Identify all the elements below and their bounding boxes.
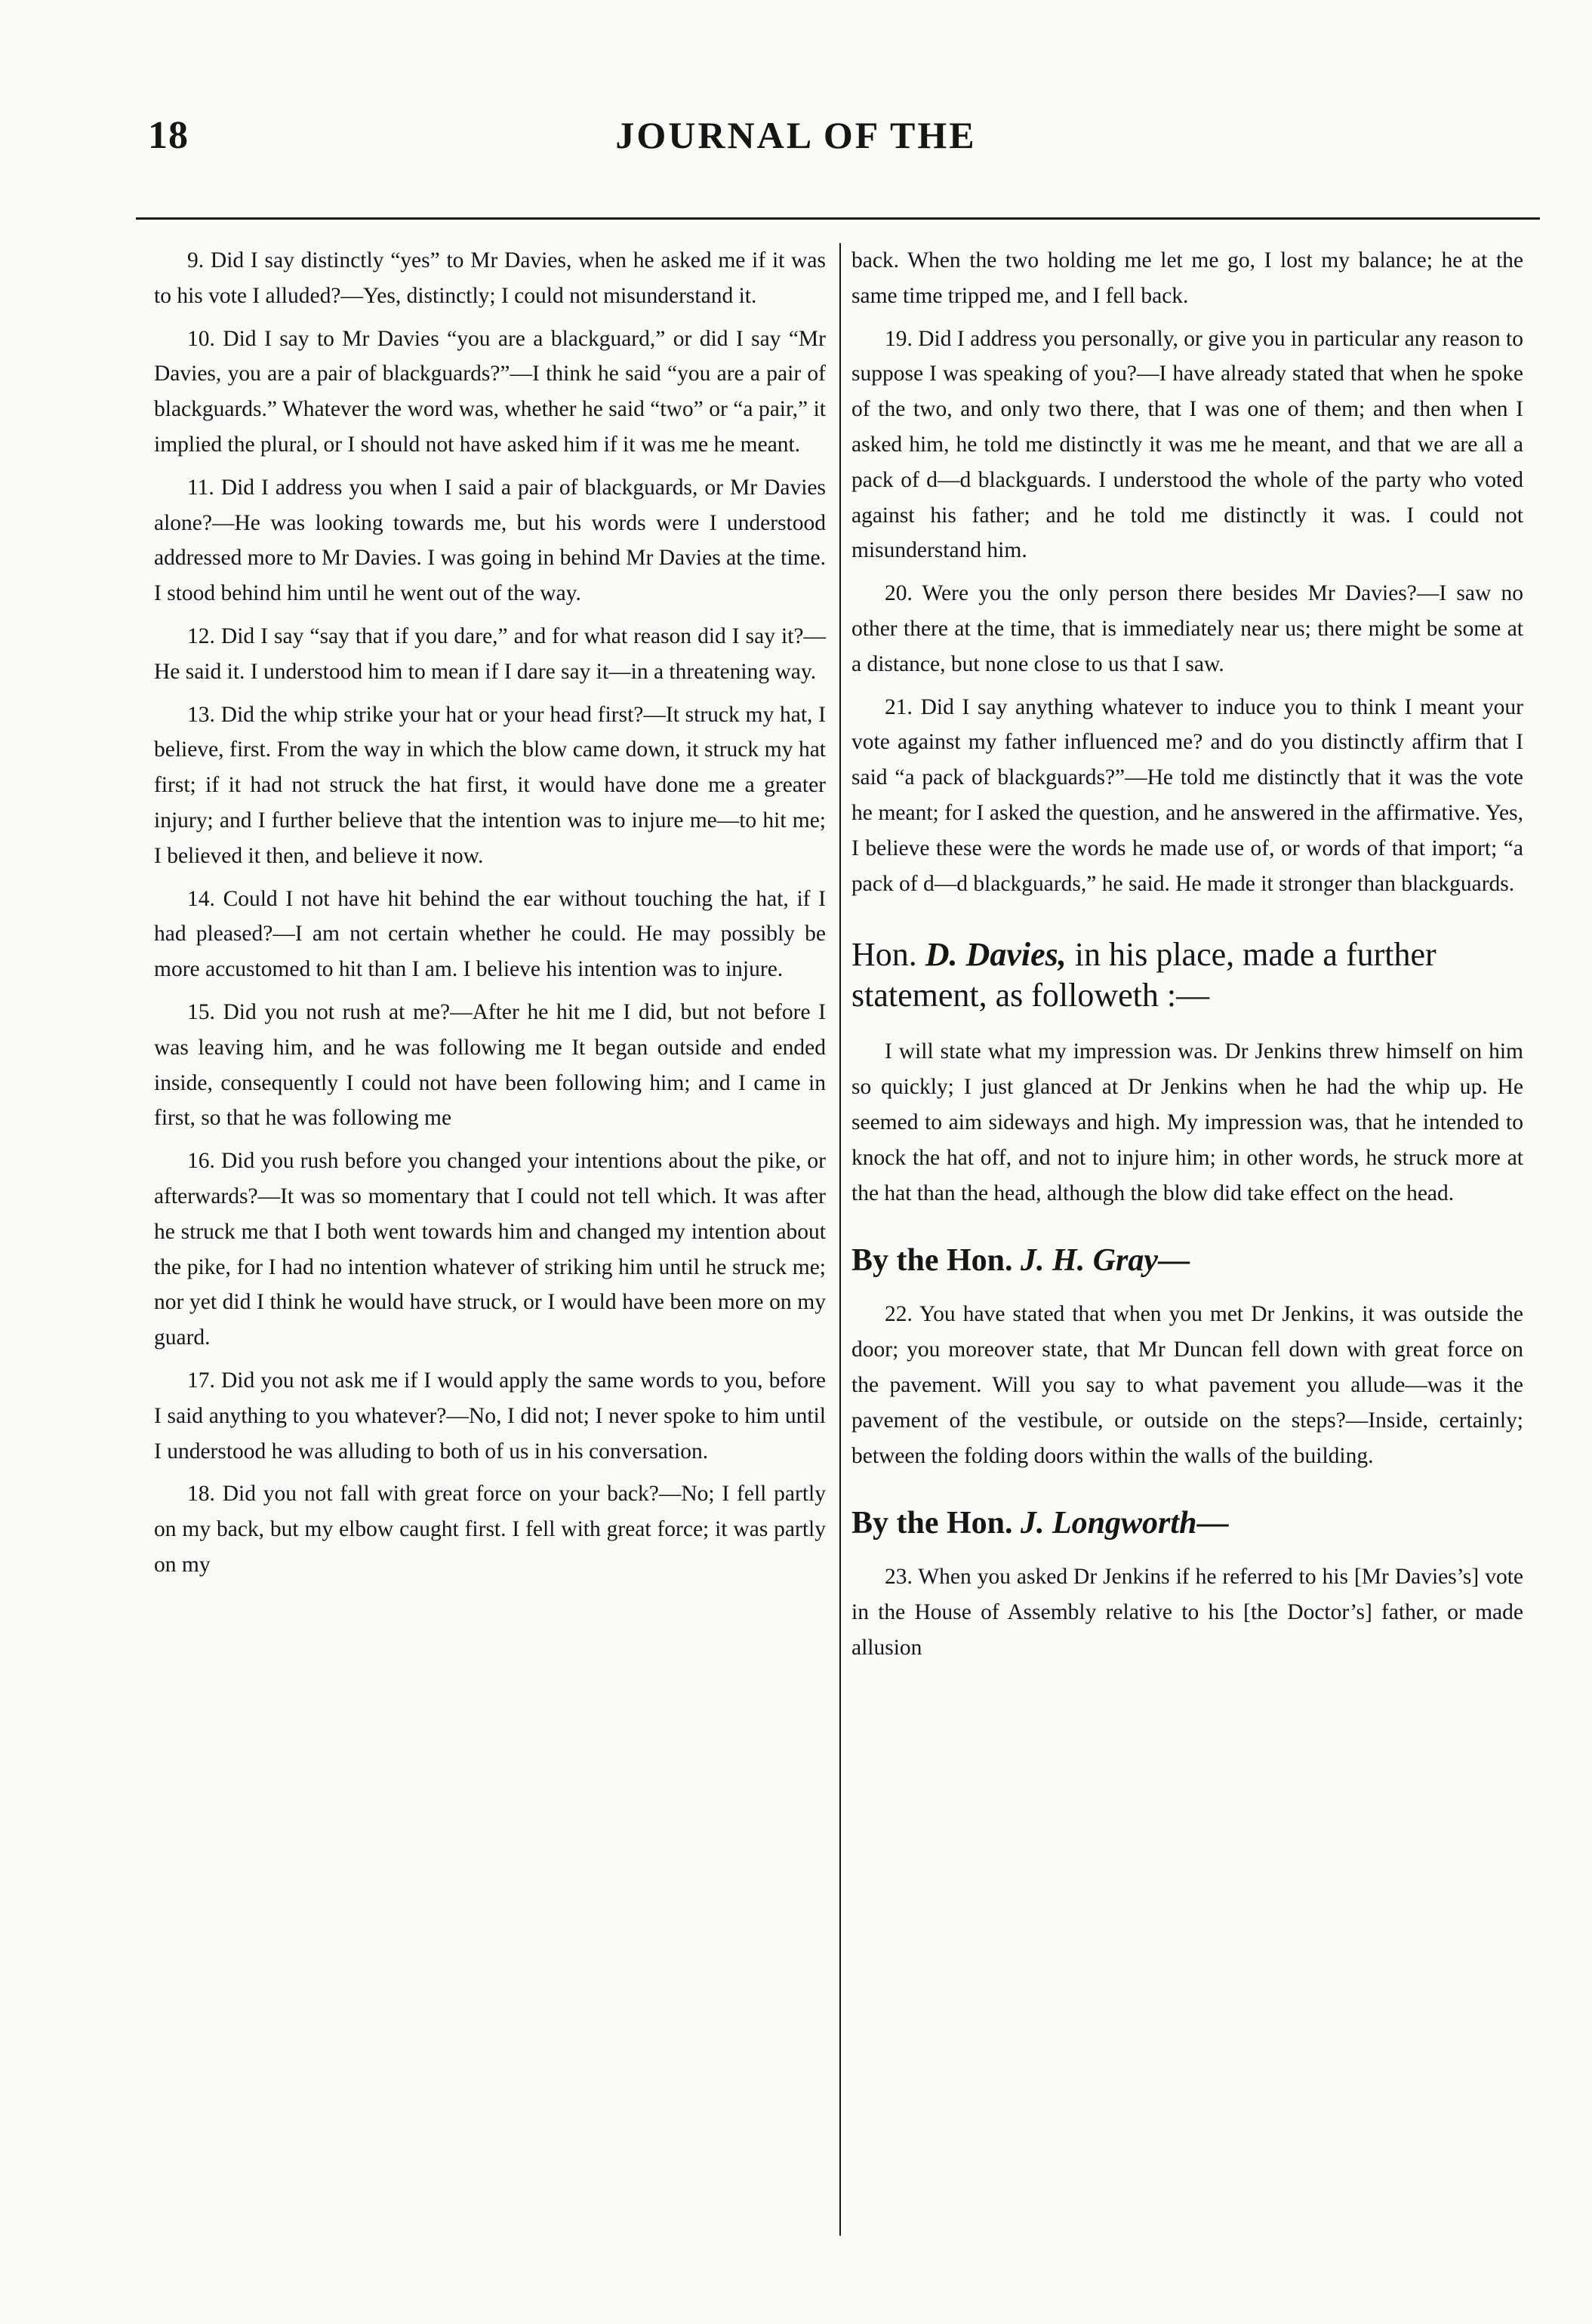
- header-rule: [136, 217, 1540, 220]
- question-10: 10. Did I say to Mr Davies “you are a blackguard,” or did I say “Mr Davies, you are a pair of blackguards?”—I think he said “you are a pair of blackguards.” Whatever the word was, whether he said “two” or “a pair,” it implied the plural, or I should not have asked him if it was me he meant.: [154, 326, 826, 457]
- question-14: 14. Could I not have hit behind the ear without touching the hat, if I had pleased?—I am not certain whether he could. He may possibly be more accustomed to hit than I am. I believe his intention was to injure.: [154, 886, 826, 982]
- right-column: [851, 243, 1523, 1673]
- statement-heading-prefix: Hon.: [851, 936, 925, 974]
- statement-heading-suffix: in his place, made a further statement, as followeth :—: [851, 936, 1436, 1014]
- question-9: 9. Did I say distinctly “yes” to Mr Davies, when he asked me if it was to his vote I alluded?—Yes, distinctly; I could not misunderstand it.: [154, 248, 826, 308]
- question-19: 19. Did I address you personally, or give you in particular any reason to suppose I was speaking of you?—I have already stated that when he spoke of the two, and only two there, that I was one of them; and then when I asked him, he told me distinctly it was me he meant, and that we are all a pack of d—d blackguards. I understood the whole of the party who voted against his father; and he told me distinctly it was. I could not misunderstand him.: [851, 326, 1523, 563]
- continuation-text: back. When the two holding me let me go, I lost my balance; he at the same time tripped me, and I fell back.: [851, 248, 1523, 308]
- question-21: 21. Did I say anything whatever to induce you to think I meant your vote against my father influenced me? and do you distinctly affirm that I said “a pack of blackguards?”—He told me distinctly that it was the vote he meant; for I asked the question, and he answered in the affirmative. Yes, I believe these were the words he made use of, or words of that import; “a pack of d—d blackguards,” he said. He made it stronger than blackguards.: [851, 694, 1523, 896]
- question-16: 16. Did you rush before you changed your intentions about the pike, or afterwards?—It was so momentary that I could not tell which. It was after he struck me that I both went towards him and changed my intention about the pike, for I had no intention whatever of striking him until he struck me; nor yet did I think he would have struck, or I would have been more on my guard.: [154, 1149, 826, 1350]
- column-divider: [839, 243, 841, 2236]
- question-12: 12. Did I say “say that if you dare,” and for what reason did I say it?—He said it. I understood him to mean if I dare say it—in a threatening way.: [154, 623, 826, 684]
- statement-heading: [851, 934, 1523, 1016]
- question-17: 17. Did you not ask me if I would apply the same words to you, before I said anything to you whatever?—No, I did not; I never spoke to him until I understood he was alluding to both of us in his conversation.: [154, 1368, 826, 1464]
- left-column: [154, 243, 826, 1590]
- longworth-heading-suffix: —: [1196, 1506, 1229, 1541]
- gray-heading: [851, 1241, 1523, 1280]
- running-title: JOURNAL OF THE: [615, 114, 977, 156]
- question-23: 23. When you asked Dr Jenkins if he referred to his [Mr Davies’s] vote in the House of Assembly relative to his [the Doctor’s] father, or made allusion: [851, 1565, 1523, 1660]
- longworth-heading-prefix: By the Hon.: [851, 1506, 1021, 1541]
- question-15: 15. Did you not rush at me?—After he hit me I did, but not before I was leaving him, and he was following me It began outside and ended inside, consequently I could not have been following him; and I came in first, so that he was following me: [154, 999, 826, 1131]
- gray-heading-suffix: —: [1158, 1243, 1190, 1279]
- longworth-heading: [851, 1504, 1523, 1543]
- statement-heading-name: D. Davies,: [925, 936, 1067, 974]
- question-22: 22. You have stated that when you met Dr Jenkins, it was outside the door; you moreover state, that Mr Duncan fell down with great force on the pavement. Will you say to what pavement you allude—was it the pavement of the vestibule, or outside on the steps?—Inside, certainly; between the folding doors within the walls of the building.: [851, 1302, 1523, 1468]
- page-number: 18: [148, 114, 189, 157]
- gray-heading-name: J. H. Gray: [1021, 1243, 1159, 1279]
- statement-text: I will state what my impression was. Dr Jenkins threw himself on him so quickly; I just glanced at Dr Jenkins when he had the whip up. He seemed to aim sideways and high. My impression was, that he intended to knock the hat off, and not to injure him; in other words, he struck more at the hat than the head, although the blow did take effect on the head.: [851, 1039, 1523, 1205]
- question-13: 13. Did the whip strike your hat or your head first?—It struck my hat, I believe, first. From the way in which the blow came down, it struck my hat first; if it had not struck the hat first, it would have done me a greater injury; and I further believe that the intention was to injure me—to hit me; I believed it then, and believe it now.: [154, 702, 826, 868]
- question-20: 20. Were you the only person there besides Mr Davies?—I saw no other there at the time, that is immediately near us; there might be some at a distance, but none close to us that I saw.: [851, 581, 1523, 676]
- question-11: 11. Did I address you when I said a pair of blackguards, or Mr Davies alone?—He was looking towards me, but his words were I understood addressed more to Mr Davies. I was going in behind Mr Davies at the time. I stood behind him until he went out of the way.: [154, 475, 826, 606]
- gray-heading-prefix: By the Hon.: [851, 1243, 1021, 1279]
- question-18: 18. Did you not fall with great force on your back?—No; I fell partly on my back, but my elbow caught first. I fell with great force; it was partly on my: [154, 1482, 826, 1577]
- longworth-heading-name: J. Longworth: [1021, 1506, 1197, 1541]
